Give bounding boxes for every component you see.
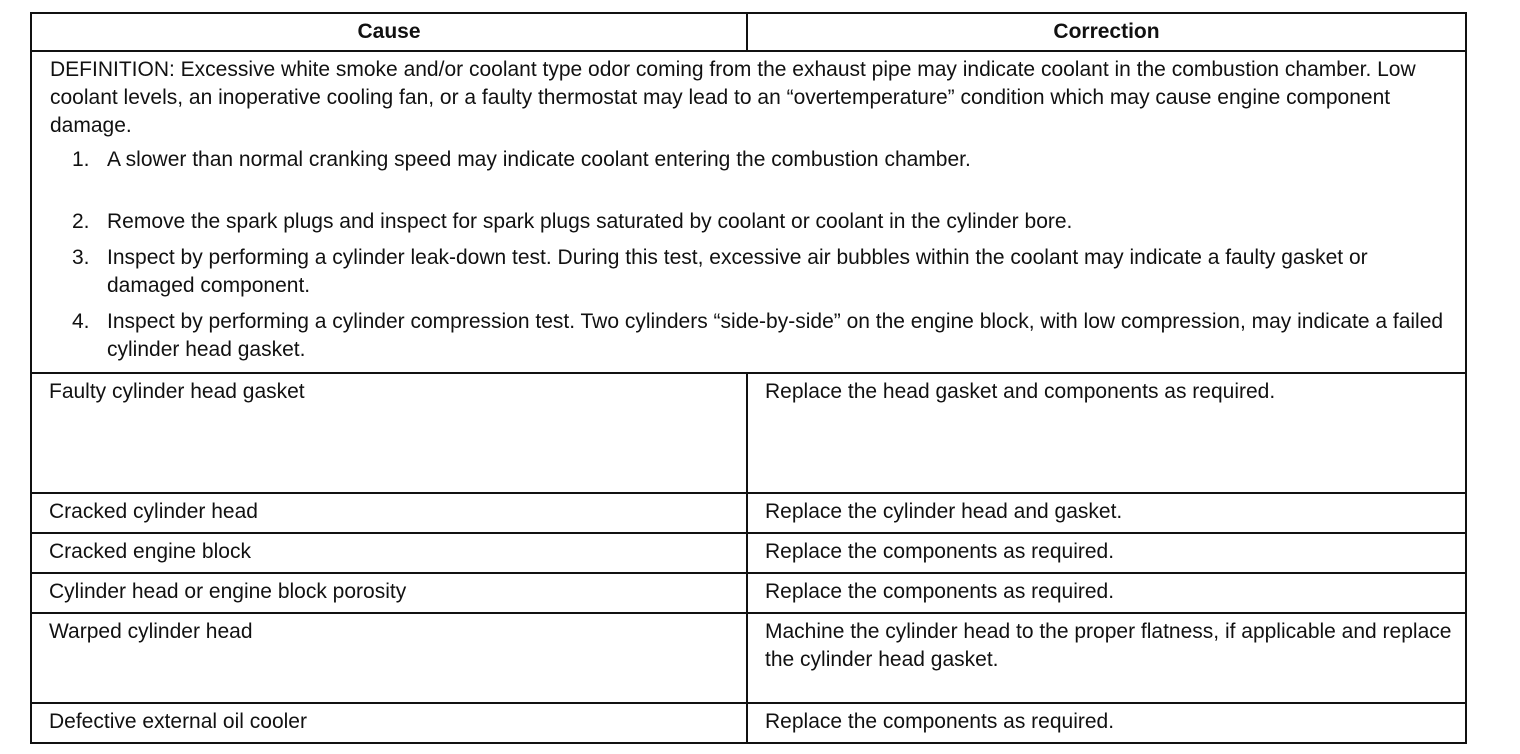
definition-text: DEFINITION: Excessive white smoke and/or coolant type odor coming from the exhaust pipe may indicate coolant in the combustion chamber. Low coolant levels, an inoperative cooling fan, or a faulty thermostat may lead to an “overtemperature” condition which may cause engine component damage. (50, 58, 1416, 137)
cause-cell: Cracked cylinder head (31, 493, 747, 533)
step-text: A slower than normal cranking speed may indicate coolant entering the combustion chamber. (107, 148, 971, 171)
inspection-step (50, 244, 1455, 300)
correction-cell: Replace the components as required. (747, 703, 1466, 743)
step-text: Remove the spark plugs and inspect for spark plugs saturated by coolant or coolant in the cylinder bore. (107, 210, 1073, 233)
correction-cell: Replace the cylinder head and gasket. (747, 493, 1466, 533)
step-text: Inspect by performing a cylinder leak-down test. During this test, excessive air bubbles within the coolant may indicate a faulty gasket or damaged component. (107, 246, 1368, 297)
step-number: 3. (72, 246, 90, 269)
correction-cell: Replace the head gasket and components as required. (747, 373, 1466, 493)
cause-cell: Warped cylinder head (31, 613, 747, 703)
table-row (31, 533, 1466, 573)
table-header-row (31, 13, 1466, 51)
correction-column-header: Correction (747, 13, 1466, 51)
step-text: Inspect by performing a cylinder compression test. Two cylinders “side-by-side” on the engine block, with low compression, may indicate a failed cylinder head gasket. (107, 310, 1444, 361)
step-number: 1. (72, 148, 90, 171)
table-row (31, 373, 1466, 493)
cause-cell: Defective external oil cooler (31, 703, 747, 743)
inspection-steps-list (50, 146, 1455, 364)
diagnosis-table (30, 12, 1467, 744)
step-number: 2. (72, 210, 90, 233)
cause-cell: Cracked engine block (31, 533, 747, 573)
table-row (31, 703, 1466, 743)
cause-column-header: Cause (31, 13, 747, 51)
table-row (31, 493, 1466, 533)
inspection-step (50, 208, 1455, 236)
cause-cell: Faulty cylinder head gasket (31, 373, 747, 493)
definition-row (31, 51, 1466, 373)
cause-cell: Cylinder head or engine block porosity (31, 573, 747, 613)
correction-cell: Replace the components as required. (747, 573, 1466, 613)
step-number: 4. (72, 310, 90, 333)
inspection-step (50, 308, 1455, 364)
inspection-step (50, 146, 1455, 174)
correction-cell: Replace the components as required. (747, 533, 1466, 573)
table-row (31, 573, 1466, 613)
correction-cell: Machine the cylinder head to the proper flatness, if applicable and replace the cylinder head gasket. (747, 613, 1466, 703)
table-row (31, 613, 1466, 703)
definition-cell (31, 51, 1466, 373)
